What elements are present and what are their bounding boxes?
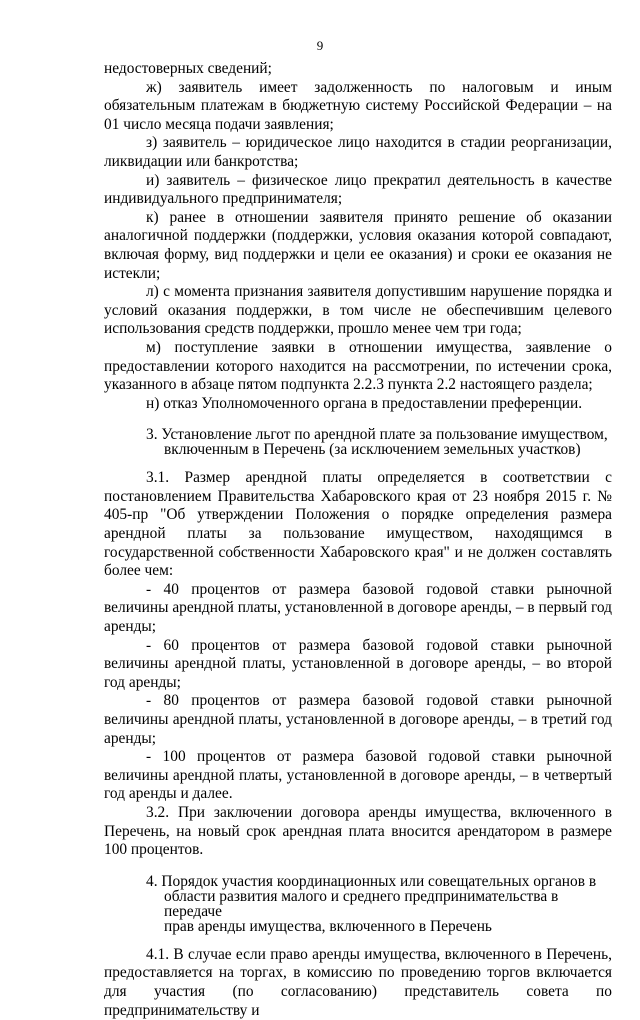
section-heading-3 <box>104 427 612 457</box>
list-item-i: и) заявитель – физическое лицо прекратил деятельность в качестве индивидуального предпринимателя; <box>104 171 612 208</box>
list-item-n: н) отказ Уполномоченного органа в предоставлении преференции. <box>146 394 583 412</box>
section-heading-4-line2: области развития малого и среднего предпринимательства в передаче <box>164 887 559 920</box>
bullet-80: - 80 процентов от размера базовой годовой ставки рыночной величины арендной платы, установленной в договоре аренды, – в третий год аренды; <box>104 692 612 747</box>
paragraph: недостоверных сведений; <box>104 60 272 77</box>
section-heading-3-line2: включенным в Перечень (за исключением земельных участков) <box>164 441 581 459</box>
section-heading-4 <box>104 874 612 934</box>
paragraph-3-2: 3.2. При заключении договора аренды имущества, включенного в Перечень, на новый срок арендная плата вносится арендатором в размере 100 процентов. <box>104 803 612 859</box>
document-body <box>104 60 612 1020</box>
list-item-l: л) с момента признания заявителя допустившим нарушение порядка и условий оказания поддержки, в том числе не обеспечившим целевого использования средств поддержки, прошло менее чем три года; <box>104 283 612 338</box>
bullet-40: - 40 процентов от размера базовой годовой ставки рыночной величины арендной платы, установленной в договоре аренды, – в первый год аренды; <box>104 580 612 636</box>
list-item-zh: ж) заявитель имеет задолженность по налоговым и иным обязательным платежам в бюджетную систему Российской Федерации – на 01 число месяца подачи заявления; <box>104 78 612 133</box>
section-heading-3-line1: 3. Установление льгот по арендной плате за пользование имуществом, <box>146 426 608 444</box>
paragraph-4-1: 4.1. В случае если право аренды имущества, включенного в Перечень, предоставляется на торгах, в комиссию по проведению торгов включается для участия (по согласованию) представитель совета по предпринимательству и <box>104 945 612 1019</box>
section-heading-4-line1: 4. Порядок участия координационных или совещательных органов в <box>146 872 597 890</box>
page-number: 9 <box>316 38 324 53</box>
list-item-m: м) поступление заявки в отношении имущества, заявление о предоставлении которого находится на рассмотрении, по истечении срока, указанного в абзаце пятом подпункта 2.2.3 пункта 2.2 настоящего раздела; <box>104 338 612 394</box>
paragraph-3-1: 3.1. Размер арендной платы определяется в соответствии с постановлением Правительства Хабаровского края от 23 ноября 2015 г. № 405-пр "Об утверждении Положения о порядке определения размера арендной платы за пользование имуществом, находящимся в государственной собственности Хабаровского края" и не должен составлять более чем: <box>104 469 612 580</box>
list-item-z: з) заявитель – юридическое лицо находится в стадии реорганизации, ликвидации или банкротства; <box>104 134 612 170</box>
list-item-k: к) ранее в отношении заявителя принято решение об оказании аналогичной поддержки (поддержки, условия оказания которой совпадают, включая форму, вид поддержки и цели ее оказания) и сроки ее оказания не истекли; <box>104 208 612 282</box>
bullet-100: - 100 процентов от размера базовой годовой ставки рыночной величины арендной платы, установленной в договоре аренды, – в четвертый год аренды и далее. <box>104 748 612 803</box>
bullet-60: - 60 процентов от размера базовой годовой ставки рыночной величины арендной платы, установленной в договоре аренды, – во второй год аренды; <box>104 636 612 691</box>
section-heading-4-line3: прав аренды имущества, включенного в Перечень <box>164 917 492 935</box>
